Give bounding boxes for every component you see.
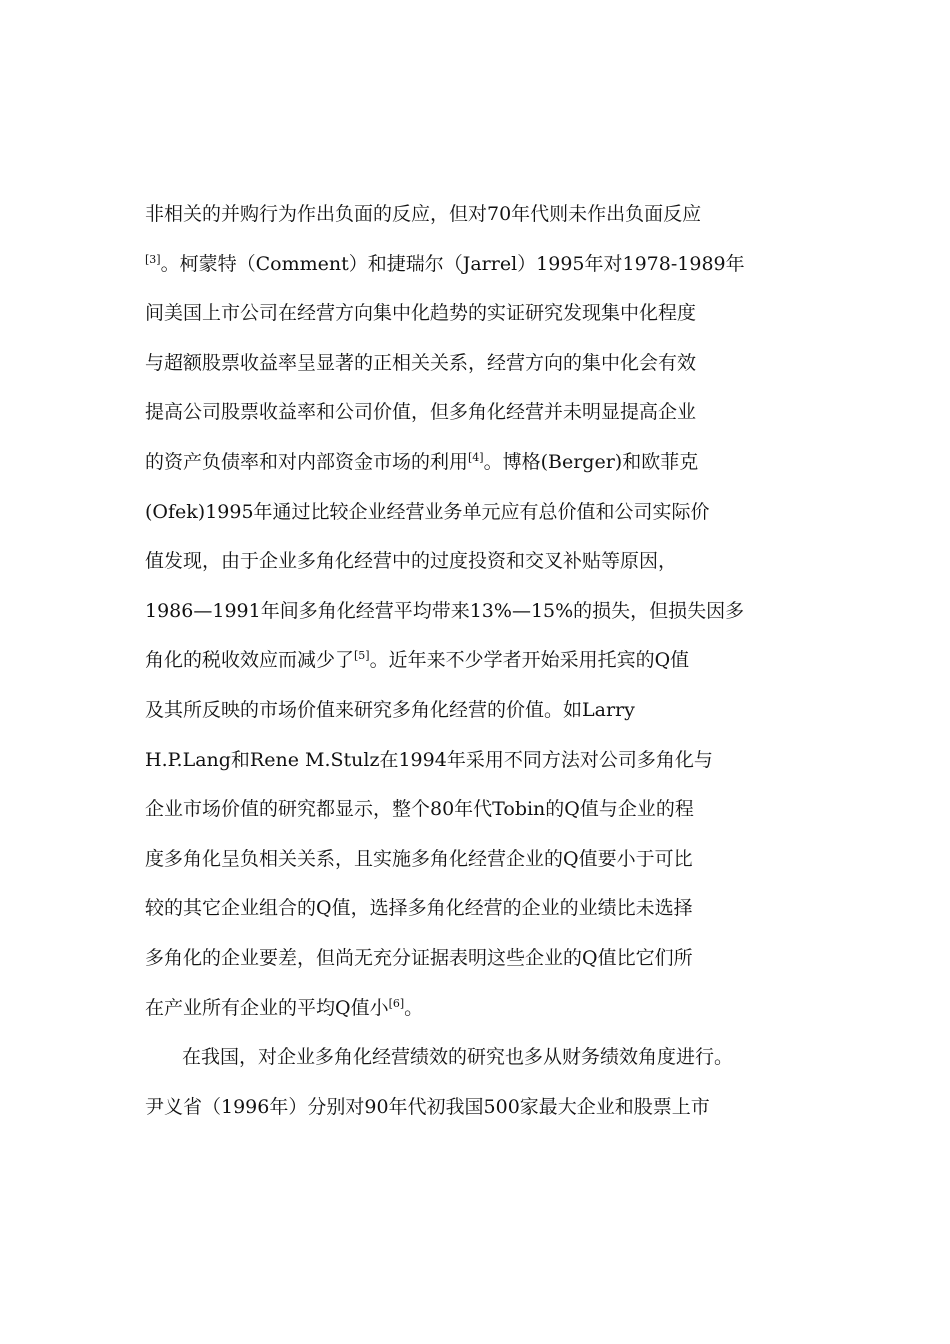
text-run: 。: [404, 996, 424, 1019]
text-run: (Ofek)1995年通过比较企业经营业务单元应有总价值和公司实际价: [145, 500, 710, 523]
text-run: 多角化的企业要差，但尚无充分证据表明这些企业的Q值比它们所: [145, 946, 693, 969]
text-line: [145, 587, 825, 637]
text-run: 较的其它企业组合的Q值，选择多角化经营的企业的业绩比未选择: [145, 897, 693, 920]
text-line: [145, 785, 825, 835]
text-line: [145, 835, 825, 885]
text-run: 的资产负债率和对内部资金市场的利用: [145, 450, 469, 473]
text-run: 度多角化呈负相关关系，且实施多角化经营企业的Q值要小于可比: [145, 847, 693, 870]
text-line: [145, 984, 825, 1034]
text-line: [145, 537, 825, 587]
text-run: 角化的税收效应而减少了: [145, 649, 355, 672]
text-line: [145, 289, 825, 339]
text-run: 尹义省（1996年）分别对90年代初我国500家最大企业和股票上市: [145, 1095, 710, 1118]
text-run: 间美国上市公司在经营方向集中化趋势的实证研究发现集中化程度: [145, 302, 697, 325]
text-line: [145, 686, 825, 736]
text-run: 及其所反映的市场价值来研究多角化经营的价值。如Larry: [145, 698, 635, 721]
text-line: [145, 488, 825, 538]
text-run: 非相关的并购行为作出负面的反应，但对70年代则未作出负面反应: [145, 203, 702, 225]
text-run: 企业市场价值的研究都显示，整个80年代Tobin的Q值与企业的程: [145, 798, 694, 821]
paragraph-first-line: [145, 1033, 825, 1083]
text-run: H.P.Lang和Rene M.Stulz在1994年采用不同方法对公司多角化与: [145, 748, 713, 771]
text-line: [145, 339, 825, 389]
citation-ref: [4]: [468, 450, 484, 464]
text-run: 提高公司股票收益率和公司价值，但多角化经营并未明显提高企业: [145, 401, 697, 424]
text-line: [145, 1083, 825, 1133]
text-run: 1986—1991年间多角化经营平均带来13%—15%的损失，但损失因多: [145, 599, 745, 622]
text-line: [145, 884, 825, 934]
citation-ref: [5]: [354, 649, 370, 663]
body-text: [145, 190, 825, 1132]
text-line: [145, 636, 825, 686]
text-line: [145, 934, 825, 984]
citation-ref: [6]: [388, 996, 405, 1010]
text-run: 。柯蒙特（Comment）和捷瑞尔（Jarrel）1995年对1978-1989年: [160, 252, 745, 275]
text-run: 。博格(Berger)和欧菲克: [483, 450, 699, 473]
text-line: [145, 240, 825, 290]
text-run: 在我国，对企业多角化经营绩效的研究也多从财务绩效角度进行。: [182, 1046, 734, 1069]
text-run: 与超额股票收益率呈显著的正相关关系，经营方向的集中化会有效: [145, 351, 697, 374]
text-run: 值发现，由于企业多角化经营中的过度投资和交叉补贴等原因，: [145, 550, 678, 573]
citation-ref: [3]: [145, 252, 161, 266]
text-line: [145, 736, 825, 786]
text-line: [145, 438, 825, 488]
text-run: 。近年来不少学者开始采用托宾的Q值: [369, 649, 690, 672]
text-line: [145, 388, 825, 438]
text-line: [145, 190, 825, 240]
text-run: 在产业所有企业的平均Q值小: [145, 996, 389, 1019]
